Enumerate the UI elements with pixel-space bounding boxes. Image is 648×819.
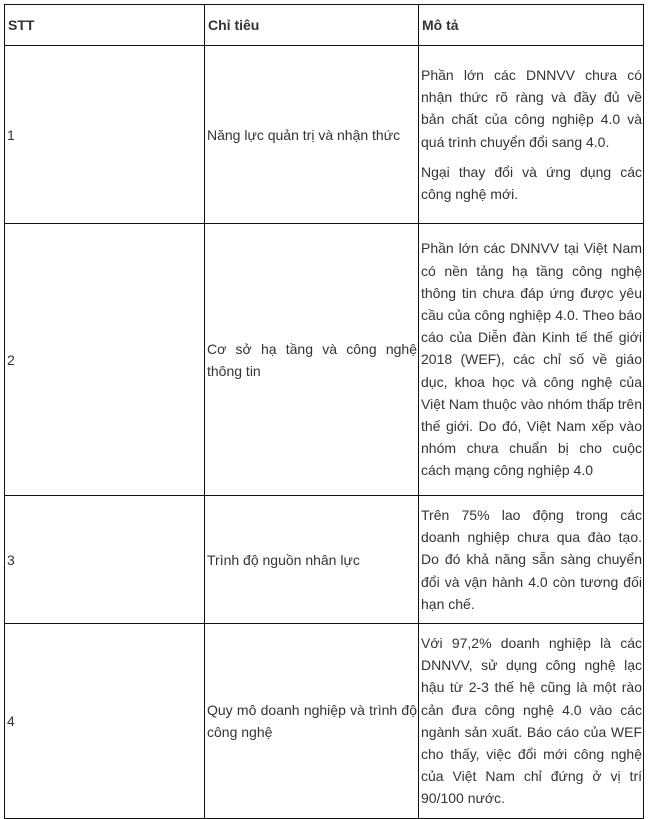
row-description [419, 496, 644, 624]
header-criterion: Chỉ tiêu [205, 5, 419, 46]
table-row [5, 46, 644, 224]
header-row [5, 5, 644, 46]
row-criterion: Cơ sở hạ tầng và công nghệ thông tin [205, 224, 419, 496]
table-row [5, 496, 644, 624]
description-paragraph: Trên 75% lao động trong các doanh nghiệp chưa qua đào tạo. Do đó khả năng sẵn sàng chuyển đổi và vận hành 4.0 còn tương đối hạn chế. [421, 507, 642, 612]
description-paragraph: Với 97,2% doanh nghiệp là các DNNVV, sử dụng công nghệ lạc hậu từ 2-3 thế hệ cũng là một rào cản đưa công nghệ 4.0 vào các ngành sản xuất. Báo cáo của WEF cho thấy, việc đổi mới công nghệ của Việt Nam chỉ đứng ở vị trí 90/100 nước. [421, 635, 642, 807]
table-row [5, 224, 644, 496]
row-description [419, 46, 644, 224]
header-stt: STT [5, 5, 205, 46]
table-row [5, 624, 644, 819]
header-description: Mô tả [419, 5, 644, 46]
row-stt: 3 [5, 496, 205, 624]
row-stt: 2 [5, 224, 205, 496]
criteria-table [4, 4, 644, 819]
row-stt: 1 [5, 46, 205, 224]
row-criterion: Quy mô doanh nghiệp và trình độ công nghệ [205, 624, 419, 819]
row-criterion: Năng lực quản trị và nhận thức [205, 46, 419, 224]
row-description [419, 624, 644, 819]
description-paragraph: Phần lớn các DNNVV tại Việt Nam có nền tảng hạ tầng công nghệ thông tin chưa đáp ứng được yêu cầu của công nghiệp 4.0. Theo báo cáo của Diễn đàn Kinh tế thế giới 2018 (WEF), các chỉ số về giáo dục, khoa học và công nghệ của Việt Nam thuộc vào nhóm thấp trên thế giới. Do đó, Việt Nam xếp vào nhóm chưa chuẩn bị cho cuộc cách mạng công nghiệp 4.0 [421, 240, 642, 479]
row-description [419, 224, 644, 496]
row-stt: 4 [5, 624, 205, 819]
description-paragraph: Ngại thay đổi và ứng dụng các công nghệ mới. [421, 163, 642, 202]
description-paragraph: Phần lớn các DNNVV chưa có nhận thức rõ ràng và đầy đủ về bản chất của công nghiệp 4.0 và quá trình chuyển đổi sang 4.0. [421, 66, 642, 150]
row-criterion: Trình độ nguồn nhân lực [205, 496, 419, 624]
